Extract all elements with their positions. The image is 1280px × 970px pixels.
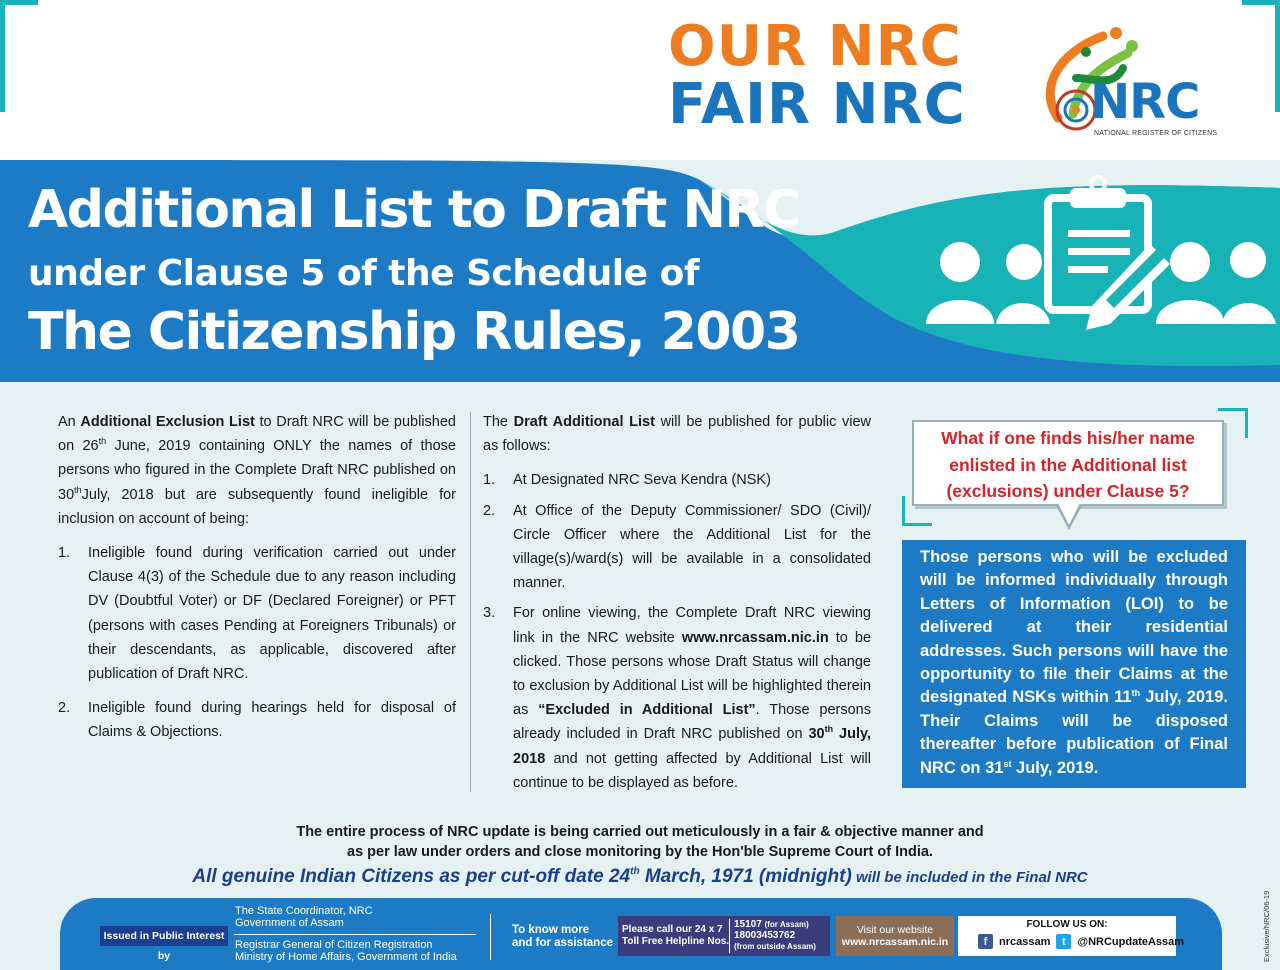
col1-list-item: [58, 696, 456, 744]
title-line2: under Clause 5 of the Schedule of: [28, 253, 699, 294]
website-link[interactable]: www.nrcassam.nic.in: [841, 936, 949, 948]
answer-text-a: Those persons who will be excluded will be informed individually through Letters of Information (LOI) to be delivered at their residential addresses. Such persons will have the opportunity to file their Claims at the designated NSKs within 11: [920, 548, 1228, 707]
answer-text-b: July, 2019. Their Claims will be disposed thereafter before publication of Final NRC on 31: [920, 688, 1228, 777]
genuine-citizens-statement: [120, 866, 1160, 888]
col2-item3-num: 3.: [483, 605, 496, 622]
col1-intro-sup1: th: [98, 436, 107, 447]
col2-list-item: [483, 601, 871, 795]
col1-intro-a: An: [58, 414, 81, 430]
answer-sup1: th: [1131, 688, 1141, 699]
col2-item3-c: . Those persons already included in Draft NRC published on: [513, 702, 871, 743]
col2-item3-b: to be clicked. Those persons whose Draft Status will change to exclusion by Additional List will be highlighted therein as: [513, 629, 872, 719]
twitter-icon[interactable]: t: [1056, 934, 1071, 949]
col2-item2-text: At Office of the Deputy Commissioner/ SDO (Civil)/ Circle Officer where the Additional List for the village(s)/ward(s) will be available in a consolidated manner.: [513, 502, 871, 592]
coord-line1: The State Coordinator, NRC: [235, 905, 373, 917]
genuine-a: All genuine Indian Citizens as per cut-off date 24: [192, 866, 631, 887]
slogan-line1: OUR NRC: [668, 14, 962, 79]
col1-item1-num: 1.: [58, 545, 71, 562]
clipboard-people-icon: [920, 174, 1280, 344]
column-additional-exclusion-list: [58, 410, 456, 745]
col2-list-item: [483, 468, 871, 492]
helpline-label: [622, 924, 729, 948]
col1-intro-bold: Additional Exclusion List: [80, 414, 255, 430]
col1-intro-d: July, 2018 but are subsequently found ineligible for inclusion on account of being:: [58, 486, 456, 527]
helpline-number-assam[interactable]: 15107: [734, 919, 762, 930]
col2-item3-d: and not getting affected by Additional List will continue to be displayed as before.: [513, 750, 871, 791]
state-coordinator: [235, 905, 373, 929]
help-line2: Toll Free Helpline Nos.: [622, 936, 730, 947]
question-text: What if one finds his/her name enlisted in the Additional list (exclusions) under Clause 5?: [941, 428, 1195, 501]
col2-intro-bold: Draft Additional List: [513, 414, 655, 430]
registrar-line2: Ministry of Home Affairs, Government of India: [235, 951, 457, 963]
col1-intro-b: to Draft NRC will be published on 26: [58, 414, 456, 455]
corner-frame-right-top: [1242, 0, 1280, 5]
registrar-general: [235, 939, 457, 963]
col2-item1-text: At Designated NRC Seva Kendra (NSK): [513, 472, 771, 489]
facebook-icon[interactable]: f: [978, 934, 993, 949]
col2-list-item: [483, 499, 871, 596]
corner-frame-left-top: [0, 0, 38, 5]
col1-intro: [58, 410, 456, 531]
issued-badge: Issued in Public Interest by: [100, 926, 228, 946]
col2-item3-quote: “Excluded in Additional List”: [538, 702, 756, 719]
corner-frame-left: [0, 0, 38, 112]
col1-item2-text: Ineligible found during hearings held for disposal of Claims & Objections.: [88, 700, 456, 741]
col2-item3-date-sup: th: [824, 724, 834, 735]
web-line1: Visit our website: [856, 924, 934, 936]
closing-line1: The entire process of NRC update is being carried out meticulously in a fair & objective manner and: [296, 824, 984, 840]
facebook-handle[interactable]: nrcassam: [999, 935, 1051, 948]
bubble-tail-inner: [1058, 503, 1080, 525]
closing-statement: [200, 822, 1080, 862]
registrar-line1: Registrar General of Citizen Registration: [235, 939, 433, 951]
know-more: [512, 924, 613, 950]
genuine-c: will be included in the Final NRC: [851, 869, 1088, 886]
follow-title: FOLLOW US ON:: [1026, 919, 1108, 930]
genuine-sup: th: [630, 866, 640, 877]
helpline-numbers: [734, 919, 816, 952]
column-divider: [470, 412, 471, 792]
side-code: Exclusive/NRC/06-19: [1262, 890, 1271, 962]
answer-text-c: July, 2019.: [1011, 758, 1099, 777]
col1-item1-text: Ineligible found during verification carried out under Clause 4(3) of the Schedule due to any reason including DV (Doubtful Voter) or DF (Declared Foreigner) or PFT (persons with cases Pending at Foreigners Tribunals) or their descendants, as applicable, discovered after publication of Draft NRC.: [88, 545, 456, 683]
col1-list-item: [58, 541, 456, 686]
col2-item3-date-a: 30: [808, 726, 825, 743]
col1-item2-num: 2.: [58, 700, 71, 717]
twitter-handle[interactable]: @NRCupdateAssam: [1077, 935, 1185, 948]
footer-rule: [234, 934, 476, 935]
logo-text: NRC: [1090, 74, 1200, 130]
col2-item2-num: 2.: [483, 502, 496, 519]
answer-box: [902, 540, 1246, 788]
slogan: [668, 14, 988, 137]
helpline-number-outside[interactable]: 18003453762: [734, 930, 796, 941]
title-line3: The Citizenship Rules, 2003: [28, 302, 800, 362]
nrc-website-link[interactable]: www.nrcassam.nic.in: [681, 629, 829, 646]
help-num2-note: (from outside Assam): [734, 942, 816, 951]
col2-intro-a: The: [483, 414, 514, 430]
col1-intro-c: June, 2019 containing ONLY the names of those persons who figured in the Complete Draft NRC published on 30: [58, 438, 456, 503]
footer-divider: [490, 914, 491, 960]
col2-item3-a: For online viewing, the Complete Draft NRC viewing link in the NRC website: [513, 605, 871, 646]
col1-intro-sup2: th: [74, 484, 82, 495]
answer-sup2: st: [1003, 758, 1012, 769]
column-draft-additional-list: [483, 410, 871, 795]
col2-item3-text: [513, 601, 871, 795]
helpline-divider: [729, 919, 730, 953]
website: [840, 924, 950, 948]
know-line1: To know more: [512, 924, 590, 936]
help-line1: Please call our 24 x 7: [622, 924, 723, 935]
coord-line2: Government of Assam: [235, 917, 344, 929]
slogan-line2: FAIR NRC: [668, 72, 966, 137]
col2-intro: [483, 410, 871, 458]
title-line1: Additional List to Draft NRC: [28, 180, 800, 240]
corner-frame-right: [1242, 0, 1280, 112]
logo-subtitle: NATIONAL REGISTER OF CITIZENS: [1094, 130, 1218, 137]
col2-item1-num: 1.: [483, 472, 496, 489]
help-num1-note: (for Assam): [764, 920, 809, 929]
col2-item3-date-b: July, 2018: [513, 726, 871, 767]
genuine-b: March, 1971 (midnight): [639, 866, 852, 887]
social-links: [978, 934, 1184, 949]
know-line2: and for assistance: [512, 937, 613, 949]
closing-line2: as per law under orders and close monitoring by the Hon'ble Supreme Court of India.: [347, 844, 933, 860]
col2-intro-b: will be published for public view as follows:: [483, 414, 872, 455]
